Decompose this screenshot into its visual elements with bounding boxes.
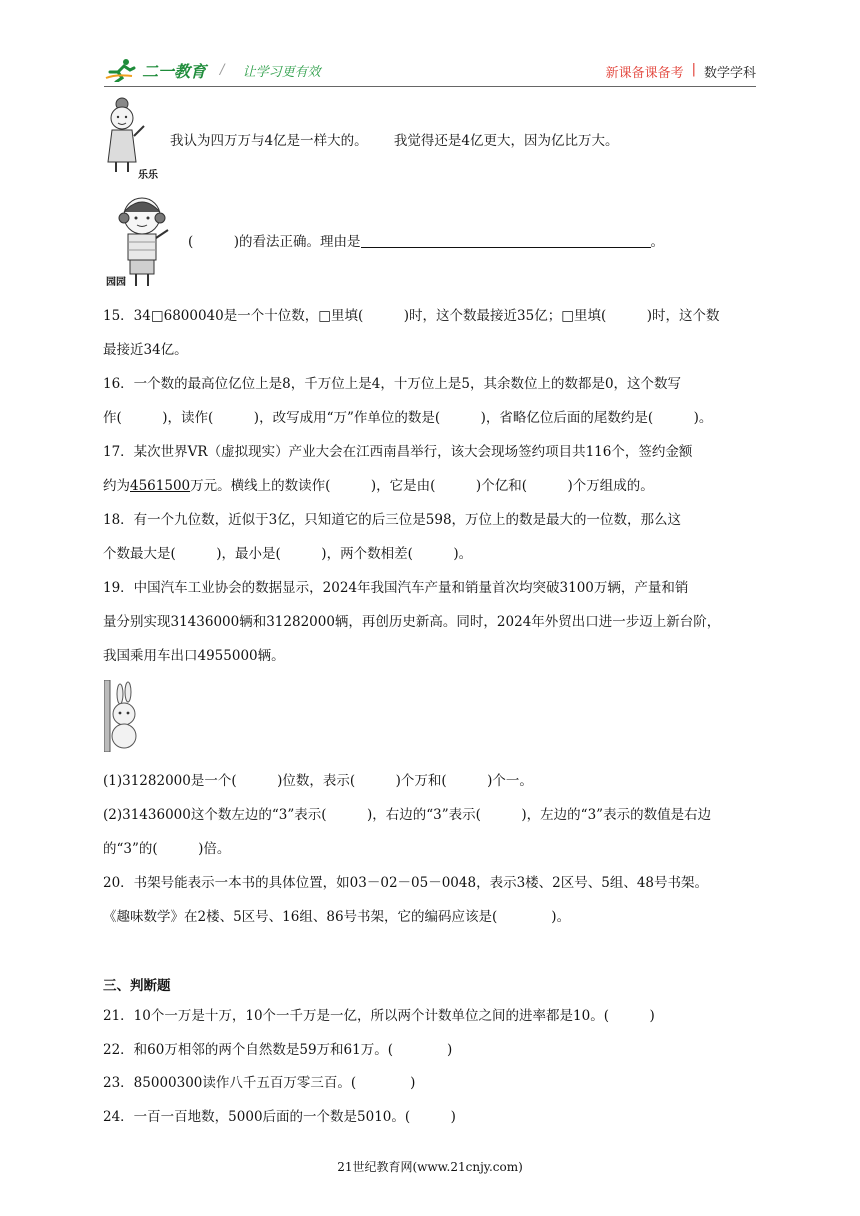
- q18-line1: 18．有一个九位数，近似于3亿，只知道它的后三位是598，万位上的数是最大的一位数，那么这: [103, 512, 682, 528]
- girl-lele-label: 乐乐: [138, 170, 158, 181]
- q19-sub2-line2: 的“3”的( )倍。: [103, 841, 231, 857]
- q19-line2: 量分别实现31436000辆和31282000辆，再创历史新高。同时，2024年外贸出口进一步迈上新台阶，: [103, 614, 721, 630]
- q17-line1: 17．某次世界VR（虚拟现实）产业大会在江西南昌举行，该大会现场签约项目共116个，签约金额: [103, 444, 693, 460]
- q19-line1: 19．中国汽车工业协会的数据显示，2024年我国汽车产量和销量首次均突破3100万辆，产量和销: [103, 580, 689, 596]
- header-course: 新课备课备考: [605, 66, 684, 81]
- q17-underlined-number: 4561500: [130, 478, 191, 494]
- girl-lele-speech: [170, 131, 618, 151]
- page-footer: 21世纪教育网(www.21cnjy.com): [337, 1160, 523, 1174]
- q21: 21．10个一万是十万，10个一千万是一亿，所以两个计数单位之间的进率都是10。( ): [103, 1008, 655, 1024]
- q20-line2: 《趣味数学》在2楼、5区号、16组、86号书架，它的编码应该是( )。: [103, 909, 571, 925]
- q16-line2: 作( )，读作( )，改写成用“万”作单位的数是( )，省略亿位后面的尾数约是( )。: [103, 410, 713, 426]
- speech-lele: 我认为四万万与4亿是一样大的。: [170, 133, 368, 149]
- header-subject-name: 数学学科: [703, 66, 756, 81]
- girl-yuanyuan-label: 园园: [106, 277, 126, 288]
- runner-logo-icon: [104, 58, 138, 82]
- q24: 24．一百一百地数，5000后面的一个数是5010。( ): [103, 1109, 456, 1125]
- header-subject: [606, 62, 756, 81]
- q17-rest: 万元。横线上的数读作( )，它是由( )个亿和( )个万组成的。: [190, 478, 654, 494]
- slogan: 让学习更有效: [242, 64, 321, 80]
- q16-line1: 16．一个数的最高位亿位上是8，千万位上是4，十万位上是5，其余数位上的数都是0，这个数写: [103, 376, 682, 392]
- section-3-title: 三、判断题: [103, 978, 171, 994]
- header-slash: /: [220, 62, 225, 78]
- logo-text: 二一教育: [142, 61, 207, 81]
- q19-line3: 我国乘用车出口4955000辆。: [103, 648, 285, 664]
- q23: 23．85000300读作八千五百万零三百。( ): [103, 1075, 416, 1091]
- q15-line2: 最接近34亿。: [103, 342, 188, 358]
- opinion-prefix: ( )的看法正确。理由是: [188, 234, 361, 250]
- q19-sub2-line1: (2)31436000这个数左边的“3”表示( )，右边的“3”表示( )，左边的“3”表示的数值是右边: [103, 807, 712, 823]
- opinion-answer-line: [188, 232, 664, 252]
- q15-line1: 15．34□6800040是一个十位数，□里填( )时，这个数最接近35亿；□里填( )时，这个数: [103, 308, 720, 324]
- rabbit-illustration-icon: [104, 680, 140, 752]
- header-brand: [104, 58, 321, 82]
- header-separator: |: [691, 62, 696, 77]
- speech-yuanyuan: 我觉得还是4亿更大，因为亿比万大。: [393, 133, 619, 149]
- q18-line2: 个数最大是( )，最小是( )，两个数相差( )。: [103, 546, 473, 562]
- opinion-suffix: 。: [650, 234, 665, 250]
- q20-line1: 20．书架号能表示一本书的具体位置，如03－02－05－0048，表示3楼、2区号、5组、48号书架。: [103, 875, 709, 891]
- q17-prefix: 约为: [103, 478, 130, 494]
- q22: 22．和60万相邻的两个自然数是59万和61万。( ): [103, 1042, 453, 1058]
- q19-sub1: (1)31282000是一个( )位数，表示( )个万和( )个一。: [103, 773, 533, 789]
- q17-line2: [103, 476, 654, 496]
- reason-blank[interactable]: [361, 233, 651, 248]
- header-rule: [104, 86, 756, 87]
